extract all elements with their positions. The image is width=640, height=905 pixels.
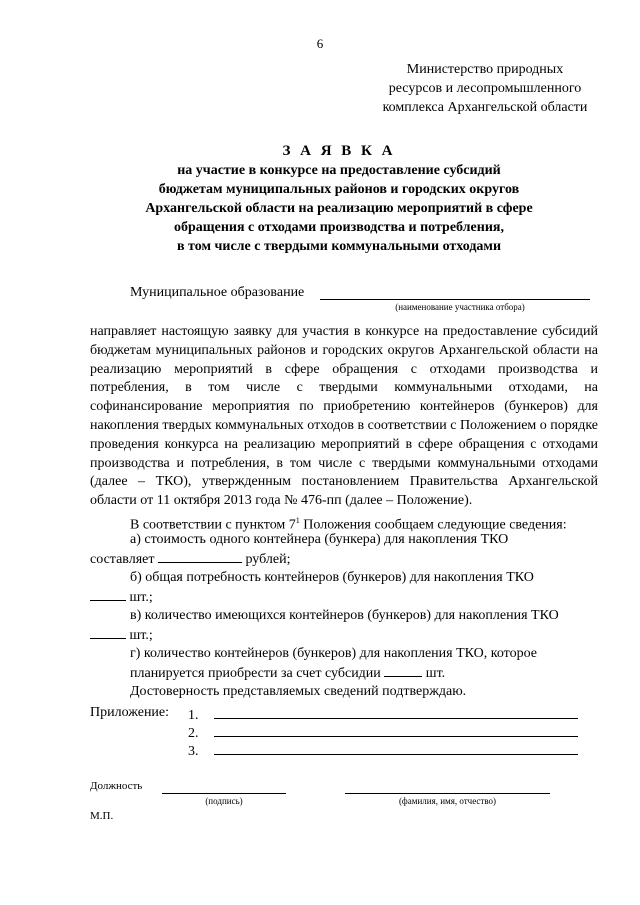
item-b-unit: шт.; (126, 590, 153, 605)
title-line: обращения с отходами производства и потребления, (174, 220, 504, 235)
annex-item (188, 705, 578, 723)
item-d-line1: г) количество контейнеров (бункеров) для накопления ТКО, которое (130, 646, 537, 661)
annex-item-number: 3. (188, 744, 199, 759)
confirmation-text: Достоверность представляемых сведений подтверждаю. (130, 684, 467, 699)
addressee-line: Министерство природных (406, 62, 564, 77)
annex-label: Приложение: (90, 705, 170, 720)
addressee-line: комплекса Архангельской области (382, 100, 588, 115)
annex-item (188, 723, 578, 741)
document-title (90, 142, 588, 256)
title-line: бюджетам муниципальных районов и городских округов (158, 182, 520, 197)
signature-hint: (подпись) (205, 796, 243, 806)
title-line: на участие в конкурсе на предоставление субсидий (177, 163, 501, 178)
addressee-line: ресурсов и лесопромышленного (388, 81, 582, 96)
item-c-line2 (90, 626, 598, 646)
item-b-line2 (90, 588, 598, 608)
item-c-unit: шт.; (126, 628, 153, 643)
signature-line[interactable] (162, 793, 286, 794)
title-main: З А Я В К А (282, 143, 396, 159)
full-name-hint: (фамилия, имя, отчество) (398, 796, 497, 806)
full-name-line[interactable] (345, 793, 550, 794)
planned-count-blank[interactable] (384, 664, 422, 677)
title-line: Архангельской области на реализацию мероприятий в сфере (145, 201, 533, 216)
annex-item-line[interactable] (214, 741, 578, 755)
item-a-text: составляет (90, 552, 158, 567)
item-d-line2 (90, 664, 598, 684)
municipality-label: Муниципальное образование (130, 285, 305, 300)
item-c-line1: в) количество имеющихся контейнеров (бункеров) для накопления ТКО (130, 608, 559, 623)
stamp-place: М.П. (90, 810, 114, 822)
price-blank[interactable] (158, 550, 242, 563)
reference-superscript: 1 (295, 516, 300, 525)
municipality-hint: (наименование участника отбора) (395, 302, 525, 312)
item-d-text: планируется приобрести за счет субсидии (130, 666, 385, 681)
annex-item-line[interactable] (214, 723, 578, 737)
item-b-line1: б) общая потребность контейнеров (бункеров) для накопления ТКО (130, 570, 534, 585)
total-need-blank[interactable] (90, 588, 126, 601)
addressee (365, 60, 605, 117)
existing-count-blank[interactable] (90, 626, 126, 639)
position-label: Должность (90, 780, 143, 792)
item-a-line1: а) стоимость одного контейнера (бункера) для накопления ТКО (130, 532, 509, 547)
item-d-unit: шт. (422, 666, 446, 681)
intro-paragraph: направляет настоящую заявку для участия в конкурсе на предоставление субсидий бюджетам муниципальных районов и городских округов Архангельской области на реализацию мероприятий в сфере обращения с отходами производства и потребления, в том числе с твердыми коммунальными отходами, на софинансирование мероприятия по приобретению контейнеров (бункеров) для накопления твердых коммунальных отходов в соответствии с Положением о порядке проведения конкурса на реализацию мероприятий в сфере обращения с отходами производства и потребления, в том числе с твердыми коммунальными отходами (далее – ТКО), утвержденным постановлением Правительства Архангельской области от 11 октября 2013 года № 476-пп (далее – Положение). (90, 324, 598, 509)
reference-text-end: Положения сообщаем следующие сведения: (299, 517, 567, 533)
page-number: 6 (316, 36, 324, 51)
title-line: в том числе с твердыми коммунальными отходами (176, 239, 502, 254)
item-a-unit: рублей; (241, 552, 291, 567)
annex-item-number: 1. (188, 708, 199, 723)
annex-item-number: 2. (188, 726, 199, 741)
reference-text: В соответствии с пунктом 7 (130, 517, 296, 533)
annex-item-line[interactable] (214, 705, 578, 719)
annex-item (188, 741, 578, 759)
item-a-line2 (90, 550, 598, 570)
municipality-input-line[interactable] (320, 299, 590, 300)
